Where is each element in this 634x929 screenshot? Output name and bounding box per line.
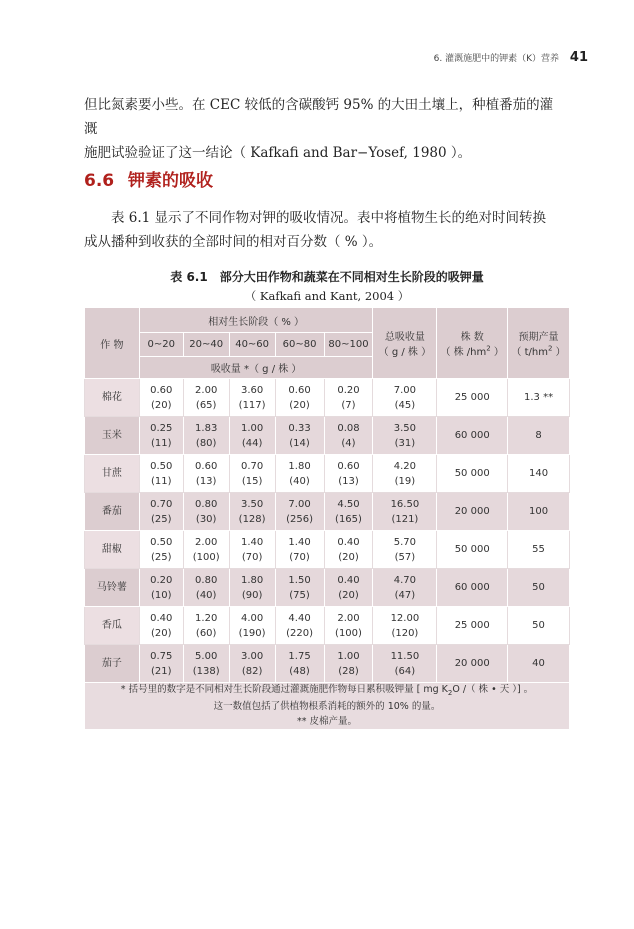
uptake-value: 2.00 — [195, 536, 218, 548]
expected-yield-cell: 100 — [508, 493, 570, 531]
total-uptake-cell — [373, 493, 437, 531]
daily-uptake-value: (10) — [150, 589, 172, 601]
stage-uptake-cell — [275, 417, 324, 455]
uptake-value: 4.40 — [288, 612, 311, 624]
table-notes — [85, 683, 570, 730]
stage-uptake-cell — [275, 493, 324, 531]
stage-uptake-cell — [139, 379, 183, 417]
stage-uptake-cell — [275, 455, 324, 493]
stage-uptake-cell — [229, 379, 275, 417]
total-value: 5.70 — [393, 536, 417, 548]
header-yield-line1: 预期产量 — [518, 332, 559, 343]
expected-yield-cell: 50 — [508, 569, 570, 607]
daily-uptake-value: (40) — [289, 475, 310, 487]
total-uptake-cell — [373, 379, 437, 417]
total-daily-value: (47) — [394, 589, 416, 601]
daily-uptake-value: (80) — [195, 437, 217, 449]
header-total-line2: （ g / 株 ） — [378, 347, 432, 358]
uptake-value: 1.00 — [337, 650, 360, 662]
daily-uptake-value: (11) — [150, 437, 172, 449]
table-row — [85, 455, 570, 493]
stage-uptake-cell — [183, 531, 229, 569]
plant-density-cell: 25 000 — [437, 607, 508, 645]
crop-name: 香瓜 — [85, 607, 140, 645]
stage-uptake-cell — [139, 531, 183, 569]
daily-uptake-value: (20) — [289, 399, 310, 411]
uptake-value: 0.50 — [150, 460, 173, 472]
uptake-value: 0.40 — [337, 574, 360, 586]
uptake-value: 0.70 — [240, 460, 264, 472]
total-uptake-cell — [373, 607, 437, 645]
crop-name: 棉花 — [85, 379, 140, 417]
table-body — [85, 379, 570, 683]
table-row — [85, 379, 570, 417]
daily-uptake-value: (90) — [241, 589, 263, 601]
expected-yield-cell: 8 — [508, 417, 570, 455]
header-total-line1: 总吸收量 — [384, 332, 425, 343]
stage-uptake-cell — [183, 379, 229, 417]
daily-uptake-value: (20) — [150, 627, 172, 639]
uptake-value: 0.60 — [288, 384, 311, 396]
daily-uptake-value: (75) — [289, 589, 310, 601]
stage-uptake-cell — [324, 531, 373, 569]
total-value: 12.00 — [390, 612, 420, 624]
table-row — [85, 607, 570, 645]
expected-yield-cell: 50 — [508, 607, 570, 645]
uptake-value: 0.20 — [150, 574, 173, 586]
uptake-value: 0.40 — [337, 536, 360, 548]
crop-name: 玉米 — [85, 417, 140, 455]
uptake-value: 4.50 — [337, 498, 360, 510]
stage-uptake-cell — [275, 607, 324, 645]
daily-uptake-value: (128) — [238, 513, 266, 525]
table-row — [85, 417, 570, 455]
running-header — [434, 50, 588, 65]
uptake-value: 1.50 — [288, 574, 311, 586]
daily-uptake-value: (100) — [335, 627, 362, 639]
stage-uptake-cell — [324, 455, 373, 493]
daily-uptake-value: (70) — [241, 551, 263, 563]
header-density-line1: 株 数 — [460, 332, 484, 343]
uptake-value: 1.80 — [240, 574, 264, 586]
stage-uptake-cell — [183, 569, 229, 607]
daily-uptake-value: (190) — [238, 627, 266, 639]
uptake-value: 1.75 — [288, 650, 311, 662]
header-stage: 0~20 — [139, 333, 183, 357]
daily-uptake-value: (11) — [150, 475, 172, 487]
uptake-value: 0.60 — [337, 460, 360, 472]
plant-density-cell: 50 000 — [437, 531, 508, 569]
daily-uptake-value: (138) — [192, 665, 220, 677]
stage-uptake-cell — [229, 607, 275, 645]
daily-uptake-value: (256) — [286, 513, 313, 525]
page-number: 41 — [569, 50, 588, 65]
stage-uptake-cell — [183, 607, 229, 645]
stage-uptake-cell — [139, 645, 183, 683]
crop-name: 甜椒 — [85, 531, 140, 569]
uptake-value: 0.20 — [337, 384, 360, 396]
crop-name: 茄子 — [85, 645, 140, 683]
stage-uptake-cell — [229, 645, 275, 683]
plant-density-cell: 50 000 — [437, 455, 508, 493]
stage-uptake-cell — [324, 417, 373, 455]
stage-uptake-cell — [229, 569, 275, 607]
stage-uptake-cell — [183, 455, 229, 493]
uptake-value: 0.75 — [150, 650, 173, 662]
uptake-value: 2.00 — [195, 384, 218, 396]
section-number: 6.6 — [84, 171, 115, 191]
plant-density-cell: 60 000 — [437, 569, 508, 607]
header-crop: 作 物 — [85, 308, 140, 379]
daily-uptake-value: (14) — [289, 437, 310, 449]
paragraph-line: 表 6.1 显示了不同作物对钾的吸收情况。表中将植物生长的绝对时间转换 — [111, 210, 547, 226]
stage-uptake-cell — [229, 531, 275, 569]
uptake-value: 0.70 — [150, 498, 173, 510]
daily-uptake-value: (220) — [286, 627, 313, 639]
stage-uptake-cell — [139, 417, 183, 455]
plant-density-cell: 25 000 — [437, 379, 508, 417]
header-stage-group: 相对生长阶段（ % ） — [139, 308, 373, 333]
daily-uptake-value: (70) — [289, 551, 310, 563]
stage-uptake-cell — [229, 417, 275, 455]
table-source: （ Kafkafi and Kant, 2004 ） — [244, 289, 410, 303]
uptake-value: 3.60 — [240, 384, 264, 396]
total-daily-value: (64) — [394, 665, 416, 677]
total-daily-value: (121) — [391, 513, 419, 525]
paragraph-line: 成从播种到收获的全部时间的相对百分数（ % ）。 — [84, 234, 383, 250]
crop-name: 马铃薯 — [85, 569, 140, 607]
crop-name: 番茄 — [85, 493, 140, 531]
total-uptake-cell — [373, 531, 437, 569]
plant-density-cell: 20 000 — [437, 493, 508, 531]
uptake-value: 0.40 — [150, 612, 173, 624]
stage-uptake-cell — [139, 455, 183, 493]
header-yield-line2: （ $t/hm^2$ ） — [511, 344, 566, 358]
paragraph-line: 但比氮素要小些。在 CEC 较低的含碳酸钙 95% 的大田土壤上，种植番茄的灌溉 — [84, 97, 554, 137]
header-uptake-unit: 吸收量 *（ g / 株 ） — [139, 357, 373, 379]
daily-uptake-value: (20) — [338, 589, 359, 601]
daily-uptake-value: (100) — [192, 551, 220, 563]
daily-uptake-value: (21) — [150, 665, 172, 677]
total-uptake-cell — [373, 417, 437, 455]
total-daily-value: (57) — [394, 551, 416, 563]
daily-uptake-value: (28) — [338, 665, 359, 677]
potassium-uptake-table — [84, 307, 570, 730]
expected-yield-cell: 140 — [508, 455, 570, 493]
uptake-value: 1.00 — [240, 422, 264, 434]
daily-uptake-value: (165) — [335, 513, 362, 525]
uptake-value: 1.83 — [195, 422, 218, 434]
header-stage: 40~60 — [229, 333, 275, 357]
stage-uptake-cell — [139, 569, 183, 607]
total-daily-value: (45) — [394, 399, 416, 411]
header-total-uptake — [373, 308, 437, 379]
uptake-value: 0.33 — [288, 422, 311, 434]
table-row — [85, 531, 570, 569]
stage-uptake-cell — [183, 417, 229, 455]
daily-uptake-value: (7) — [341, 399, 356, 411]
note-2: ** 皮棉产量。 — [296, 715, 358, 727]
stage-uptake-cell — [229, 455, 275, 493]
uptake-value: 3.00 — [240, 650, 264, 662]
uptake-value: 1.20 — [195, 612, 218, 624]
uptake-value: 0.50 — [150, 536, 173, 548]
uptake-value: 0.60 — [150, 384, 173, 396]
uptake-value: 1.40 — [288, 536, 311, 548]
header-stage: 80~100 — [324, 333, 373, 357]
stage-uptake-cell — [324, 645, 373, 683]
uptake-value: 0.25 — [150, 422, 173, 434]
uptake-value: 0.80 — [195, 498, 218, 510]
total-daily-value: (19) — [394, 475, 416, 487]
uptake-value: 7.00 — [288, 498, 311, 510]
header-expected-yield — [508, 308, 570, 379]
uptake-value: 0.08 — [337, 422, 360, 434]
paragraph-2 — [84, 206, 566, 254]
total-daily-value: (120) — [391, 627, 419, 639]
stage-uptake-cell — [183, 645, 229, 683]
stage-uptake-cell — [183, 493, 229, 531]
expected-yield-cell: 1.3 ** — [508, 379, 570, 417]
note-1-line2: 这一数值包括了供植物根系消耗的额外的 10% 的量。 — [213, 701, 441, 713]
stage-uptake-cell — [324, 379, 373, 417]
uptake-value: 4.00 — [240, 612, 264, 624]
total-uptake-cell — [373, 455, 437, 493]
daily-uptake-value: (20) — [338, 551, 359, 563]
uptake-value: 0.60 — [195, 460, 218, 472]
total-value: 4.20 — [393, 460, 417, 472]
daily-uptake-value: (30) — [195, 513, 217, 525]
daily-uptake-value: (44) — [241, 437, 263, 449]
table-caption: 表 6.1 部分大田作物和蔬菜在不同相对生长阶段的吸钾量 — [170, 270, 484, 284]
stage-uptake-cell — [324, 607, 373, 645]
header-stage: 20~40 — [183, 333, 229, 357]
daily-uptake-value: (48) — [289, 665, 310, 677]
stage-uptake-cell — [275, 379, 324, 417]
daily-uptake-value: (20) — [150, 399, 172, 411]
uptake-value: 5.00 — [195, 650, 218, 662]
crop-name: 甘蔗 — [85, 455, 140, 493]
uptake-value: 1.40 — [240, 536, 264, 548]
stage-uptake-cell — [139, 607, 183, 645]
daily-uptake-value: (82) — [241, 665, 263, 677]
stage-uptake-cell — [139, 493, 183, 531]
plant-density-cell: 20 000 — [437, 645, 508, 683]
total-daily-value: (31) — [394, 437, 416, 449]
paragraph-line: 施肥试验验证了这一结论（ Kafkafi and Bar−Yosef, 1980 ）。 — [84, 145, 472, 161]
stage-uptake-cell — [275, 569, 324, 607]
stage-uptake-cell — [275, 645, 324, 683]
daily-uptake-value: (15) — [241, 475, 263, 487]
stage-uptake-cell — [275, 531, 324, 569]
daily-uptake-value: (13) — [338, 475, 359, 487]
stage-uptake-cell — [324, 569, 373, 607]
header-stage: 60~80 — [275, 333, 324, 357]
header-plant-density — [437, 308, 508, 379]
daily-uptake-value: (117) — [238, 399, 266, 411]
daily-uptake-value: (4) — [341, 437, 356, 449]
daily-uptake-value: (13) — [195, 475, 217, 487]
expected-yield-cell: 40 — [508, 645, 570, 683]
stage-uptake-cell — [324, 493, 373, 531]
total-uptake-cell — [373, 569, 437, 607]
total-value: 4.70 — [393, 574, 417, 586]
total-value: 11.50 — [390, 650, 420, 662]
uptake-value: 0.80 — [195, 574, 218, 586]
stage-uptake-cell — [229, 493, 275, 531]
uptake-value: 3.50 — [240, 498, 264, 510]
total-value: 16.50 — [390, 498, 420, 510]
paragraph-1 — [84, 93, 566, 165]
plant-density-cell: 60 000 — [437, 417, 508, 455]
section-heading — [84, 166, 213, 191]
expected-yield-cell: 55 — [508, 531, 570, 569]
header-density-line2: （ 株 $/hm^2$ ） — [440, 344, 504, 358]
uptake-value: 1.80 — [288, 460, 311, 472]
total-value: 7.00 — [393, 384, 417, 396]
table-row — [85, 569, 570, 607]
daily-uptake-value: (25) — [150, 513, 172, 525]
section-title: 钾素的吸收 — [128, 171, 214, 191]
daily-uptake-value: (60) — [195, 627, 217, 639]
note-1: * 括号里的数字是不同相对生长阶段通过灌溉施肥作物每日累积吸钾量 [ mg $K_2O$ /（ 株 • 天 ）] 。 — [120, 684, 534, 697]
total-uptake-cell — [373, 645, 437, 683]
total-value: 3.50 — [393, 422, 417, 434]
table-row — [85, 645, 570, 683]
daily-uptake-value: (65) — [195, 399, 217, 411]
daily-uptake-value: (40) — [195, 589, 217, 601]
table-row — [85, 493, 570, 531]
chapter-title: 6. 灌溉施肥中的钾素（K）营养 — [433, 54, 560, 64]
daily-uptake-value: (25) — [150, 551, 172, 563]
uptake-value: 2.00 — [337, 612, 360, 624]
